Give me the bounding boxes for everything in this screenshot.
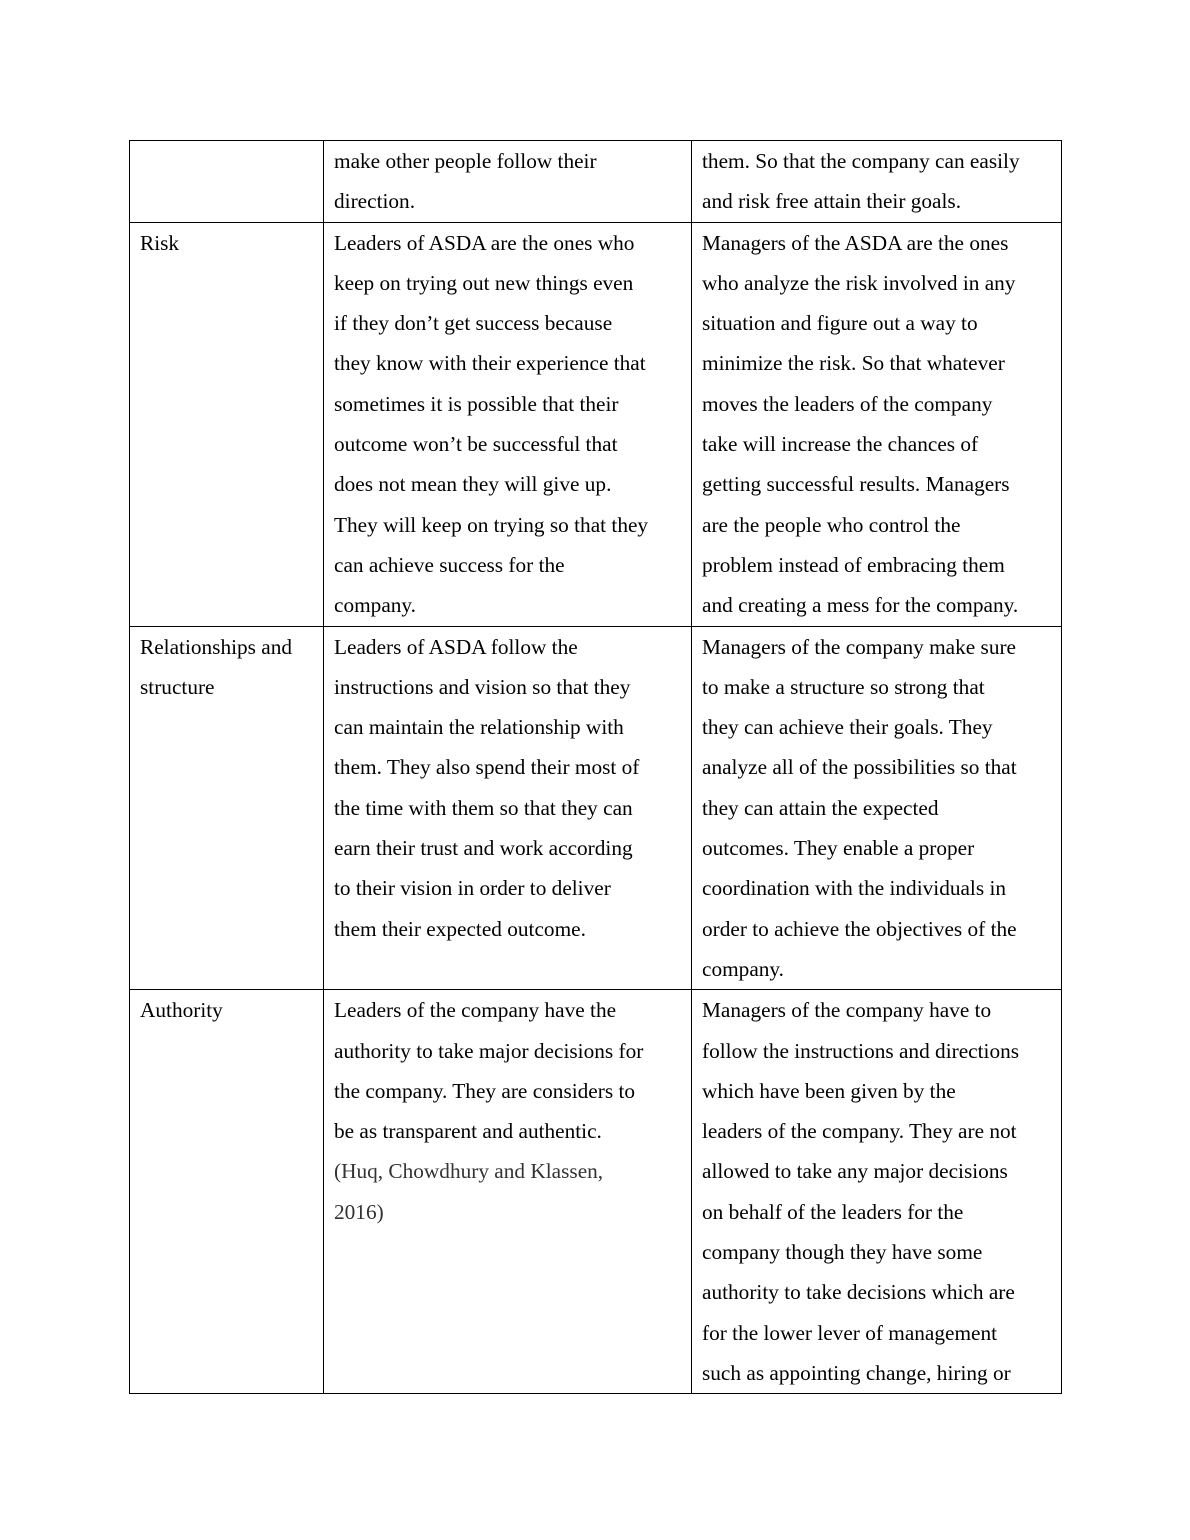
cell-line: which have been given by the	[702, 1078, 956, 1103]
cell-line: They will keep on trying so that they	[334, 512, 649, 537]
cell-line: they know with their experience that	[334, 351, 646, 376]
cell-line: Leaders of ASDA are the ones who	[334, 230, 635, 255]
cell-line: for the lower lever of management	[702, 1320, 998, 1345]
cell-line: situation and figure out a way to	[702, 311, 978, 336]
aspect-label: Risk	[140, 230, 180, 255]
cell-line: make other people follow their	[334, 149, 597, 173]
cell-line: such as appointing change, hiring or	[702, 1360, 1011, 1385]
cell-line: leaders of the company. They are not	[702, 1119, 1017, 1144]
cell-line: minimize the risk. So that whatever	[702, 351, 1005, 376]
cell-line: them. So that the company can easily	[702, 149, 1020, 173]
table-row-authority	[130, 990, 1062, 1394]
cell-line: they can attain the expected	[702, 795, 939, 820]
cell-line: Managers of the company make sure	[702, 634, 1017, 659]
cell-line: instructions and vision so that they	[334, 674, 631, 699]
citation-text: 2016)	[334, 1199, 384, 1224]
cell-line: can achieve success for the	[334, 552, 565, 577]
table-row-risk	[130, 222, 1062, 626]
cell-line: direction.	[334, 189, 416, 214]
cell-line: Leaders of the company have the	[334, 998, 617, 1023]
cell-line: take will increase the chances of	[702, 432, 979, 457]
aspect-label: structure	[140, 674, 215, 699]
cell-line: be as transparent and authentic.	[334, 1119, 602, 1144]
cell-line: company.	[334, 593, 417, 618]
cell-line: follow the instructions and directions	[702, 1038, 1020, 1063]
cell-line: on behalf of the leaders for the	[702, 1199, 964, 1224]
managers-cell	[692, 222, 1062, 626]
cell-line: they can achieve their goals. They	[702, 715, 993, 740]
cell-line: moves the leaders of the company	[702, 391, 993, 416]
comparison-table	[129, 140, 1062, 1394]
cell-line: to their vision in order to deliver	[334, 876, 611, 901]
cell-line: keep on trying out new things even	[334, 270, 634, 295]
cell-line: are the people who control the	[702, 512, 961, 537]
cell-line: earn their trust and work according	[334, 836, 633, 861]
cell-line: authority to take decisions which are	[702, 1280, 1015, 1305]
cell-line: and risk free attain their goals.	[702, 189, 962, 214]
managers-cell	[692, 141, 1062, 223]
cell-line: if they don’t get success because	[334, 311, 613, 336]
aspect-label: Authority	[140, 998, 223, 1023]
cell-line: to make a structure so strong that	[702, 674, 985, 699]
cell-line: them. They also spend their most of	[334, 755, 640, 780]
citation-text: (Huq, Chowdhury and Klassen,	[334, 1159, 604, 1184]
cell-line: sometimes it is possible that their	[334, 391, 619, 416]
aspect-label: Relationships and	[140, 634, 293, 659]
table-row-relationships	[130, 626, 1062, 990]
managers-cell	[692, 990, 1062, 1394]
cell-line: the time with them so that they can	[334, 795, 633, 820]
managers-cell	[692, 626, 1062, 990]
cell-line: company.	[702, 956, 785, 981]
cell-line: them their expected outcome.	[334, 916, 586, 941]
cell-line: Managers of the company have to	[702, 998, 992, 1023]
leaders-cell	[324, 141, 692, 223]
cell-line: order to achieve the objectives of the	[702, 916, 1017, 941]
cell-line: coordination with the individuals in	[702, 876, 1007, 901]
cell-line: getting successful results. Managers	[702, 472, 1010, 497]
leaders-cell	[324, 990, 692, 1394]
cell-line: does not mean they will give up.	[334, 472, 612, 497]
aspect-cell	[130, 990, 324, 1394]
aspect-cell	[130, 222, 324, 626]
cell-line: the company. They are considers to	[334, 1078, 636, 1103]
leaders-cell	[324, 222, 692, 626]
aspect-cell	[130, 626, 324, 990]
cell-line: can maintain the relationship with	[334, 715, 624, 740]
aspect-cell	[130, 141, 324, 223]
cell-line: who analyze the risk involved in any	[702, 270, 1016, 295]
cell-line: problem instead of embracing them	[702, 552, 1005, 577]
cell-line: analyze all of the possibilities so that	[702, 755, 1017, 780]
cell-line: outcomes. They enable a proper	[702, 836, 975, 861]
table-row-continuation	[130, 141, 1062, 223]
cell-line: authority to take major decisions for	[334, 1038, 644, 1063]
cell-line: allowed to take any major decisions	[702, 1159, 1008, 1184]
cell-line: company though they have some	[702, 1240, 983, 1265]
cell-line: Leaders of ASDA follow the	[334, 634, 578, 659]
cell-line: outcome won’t be successful that	[334, 432, 618, 457]
cell-line: Managers of the ASDA are the ones	[702, 230, 1009, 255]
cell-line: and creating a mess for the company.	[702, 593, 1019, 618]
leaders-cell	[324, 626, 692, 990]
